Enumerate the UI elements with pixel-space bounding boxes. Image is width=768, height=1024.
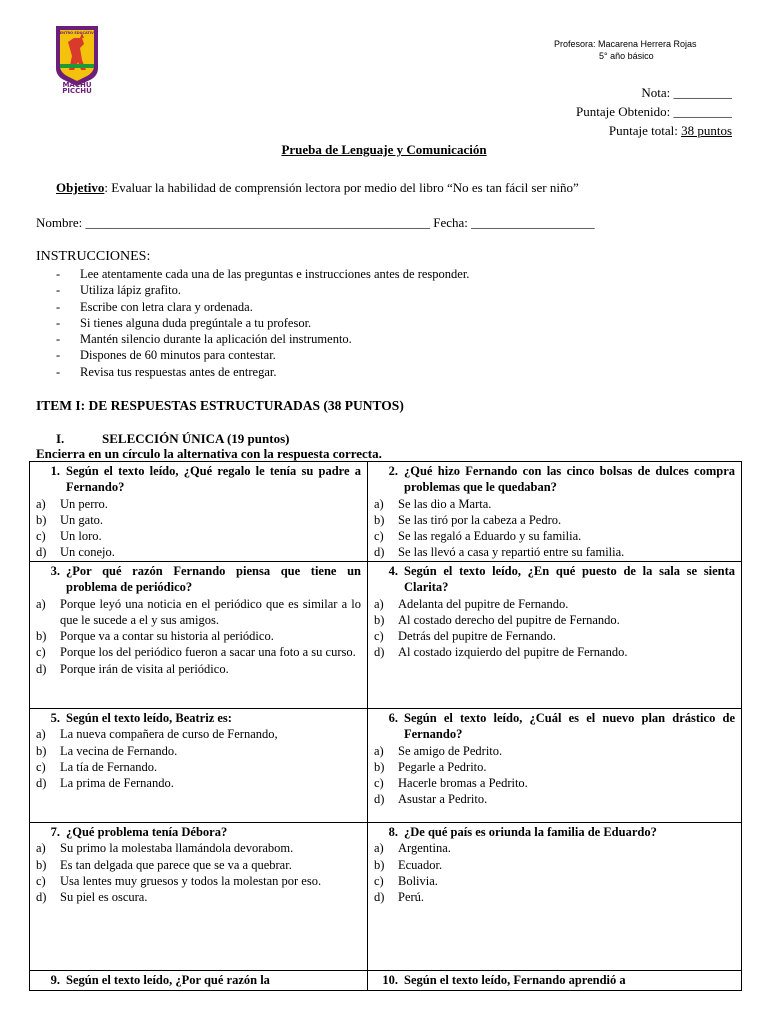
question-block	[374, 710, 735, 808]
answer-option[interactable]	[36, 840, 361, 856]
option-letter: d)	[374, 792, 385, 807]
question-text: Según el texto leído, ¿Cuál es el nuevo plan drástico de Fernando?	[404, 711, 735, 742]
option-letter: a)	[374, 743, 384, 758]
option-letter: c)	[36, 529, 46, 544]
option-text: Ecuador.	[398, 857, 443, 872]
svg-text:CENTRO EDUCATIVO: CENTRO EDUCATIVO	[57, 31, 97, 35]
question-cell	[368, 709, 742, 823]
option-letter: b)	[36, 743, 47, 758]
option-text: Un conejo.	[60, 545, 115, 560]
option-letter: c)	[374, 873, 384, 888]
answer-option[interactable]	[36, 628, 361, 644]
answer-option[interactable]	[374, 791, 735, 807]
option-text: Al costado derecho del pupitre de Fernando.	[398, 612, 620, 627]
name-label: Nombre:	[36, 215, 83, 230]
objective	[56, 180, 579, 196]
item-heading: ITEM I: DE RESPUESTAS ESTRUCTURADAS (38 PUNTOS)	[36, 398, 404, 413]
instruction-item	[56, 315, 469, 331]
question-prompt	[374, 463, 735, 496]
teacher-name: Profesora: Macarena Herrera Rojas	[554, 39, 697, 49]
answer-option[interactable]	[374, 873, 735, 889]
test-title: Prueba de Lenguaje y Comunicación	[281, 142, 487, 157]
answer-option[interactable]	[36, 544, 361, 560]
question-text: Según el texto leído, ¿Por qué razón la	[66, 973, 270, 987]
option-letter: a)	[36, 496, 46, 511]
instructions-heading-text: INSTRUCCIONES	[36, 249, 147, 264]
date-blank: ___________________	[471, 215, 595, 230]
option-letter: a)	[36, 841, 46, 856]
grade-level: 5° año básico	[599, 51, 654, 61]
option-text: Porque irán de visita al periódico.	[60, 661, 229, 676]
option-text: Se amigo de Pedrito.	[398, 743, 503, 758]
question-prompt	[374, 972, 735, 988]
question-row	[30, 562, 742, 709]
grade-blank: _________	[673, 85, 732, 100]
answer-option[interactable]	[374, 596, 735, 612]
option-text: Se las tiró por la cabeza a Pedro.	[398, 512, 562, 527]
bullet-dash: -	[56, 348, 61, 363]
instruction-item	[56, 282, 469, 298]
svg-text:PICCHU: PICCHU	[62, 87, 92, 94]
instruction-item	[56, 299, 469, 315]
option-letter: d)	[374, 645, 385, 660]
date-label: Fecha:	[433, 215, 468, 230]
answer-option[interactable]	[36, 596, 361, 629]
question-prompt	[36, 972, 361, 988]
answer-option[interactable]	[374, 857, 735, 873]
question-number: 10.	[382, 973, 398, 987]
option-text: Se las dio a Marta.	[398, 496, 492, 511]
option-text: Porque los del periódico fueron a sacar una foto a su curso.	[60, 645, 356, 660]
question-number: 9.	[50, 973, 60, 987]
question-prompt	[374, 563, 735, 596]
answer-option[interactable]	[374, 496, 735, 512]
question-block	[36, 972, 361, 988]
option-letter: b)	[374, 759, 385, 774]
instruction-item	[56, 347, 469, 363]
answer-option[interactable]	[374, 512, 735, 528]
question-prompt	[374, 710, 735, 743]
question-text: Según el texto leído, ¿En qué puesto de la sala se sienta Clarita?	[404, 564, 735, 595]
option-text: La vecina de Fernando.	[60, 743, 178, 758]
question-text: ¿Por qué razón Fernando piensa que tiene un problema de periódico?	[66, 564, 361, 595]
answer-option[interactable]	[36, 775, 361, 791]
option-text: Detrás del pupitre de Fernando.	[398, 629, 556, 644]
question-block	[36, 463, 361, 561]
score-obtained-row	[576, 104, 732, 120]
answer-option[interactable]	[36, 873, 361, 889]
answer-option[interactable]	[374, 528, 735, 544]
option-letter: a)	[36, 596, 46, 611]
question-number: 7.	[50, 825, 60, 839]
grade-label: Nota:	[641, 85, 671, 100]
option-text: Un perro.	[60, 496, 108, 511]
objective-text: : Evaluar la habilidad de comprensión lectora por medio del libro “No es tan fácil ser niño”	[104, 180, 579, 195]
question-number: 2.	[388, 464, 398, 478]
total-score-value: 38 puntos	[681, 123, 732, 138]
option-text: Usa lentes muy gruesos y todos la molestan por eso.	[60, 873, 322, 888]
option-letter: a)	[374, 841, 384, 856]
answer-option[interactable]	[374, 775, 735, 791]
question-number: 4.	[388, 564, 398, 578]
option-text: Bolivia.	[398, 873, 438, 888]
answer-option[interactable]	[36, 759, 361, 775]
question-number: 5.	[50, 711, 60, 725]
option-text: La tía de Fernando.	[60, 759, 158, 774]
option-letter: c)	[374, 529, 384, 544]
score-obtained-label: Puntaje Obtenido:	[576, 104, 671, 119]
name-blank: _____________________________________________________	[85, 215, 430, 230]
answer-option[interactable]	[36, 889, 361, 905]
question-block	[374, 972, 735, 988]
answer-option[interactable]	[36, 743, 361, 759]
instruction-text: Utiliza lápiz grafito.	[80, 283, 182, 298]
option-text: Al costado izquierdo del pupitre de Fernando.	[398, 645, 628, 660]
total-score-label: Puntaje total:	[608, 123, 678, 138]
option-text: Pegarle a Pedrito.	[398, 759, 487, 774]
bullet-dash: -	[56, 332, 61, 347]
option-letter: d)	[36, 776, 47, 791]
question-cell	[368, 971, 742, 991]
option-letter: a)	[36, 727, 46, 742]
question-row	[30, 971, 742, 991]
instructions-colon: :	[146, 249, 151, 264]
answer-option[interactable]	[36, 528, 361, 544]
answer-option[interactable]	[374, 889, 735, 905]
option-text: Adelanta del pupitre de Fernando.	[398, 596, 569, 611]
question-block	[36, 824, 361, 905]
option-letter: c)	[374, 629, 384, 644]
instruction-text: Escribe con letra clara y ordenada.	[80, 299, 253, 314]
question-number: 3.	[50, 564, 60, 578]
section-number: I.	[56, 431, 65, 446]
answer-option[interactable]	[36, 726, 361, 742]
bullet-dash: -	[56, 364, 61, 379]
option-letter: b)	[374, 512, 385, 527]
option-text: Argentina.	[398, 841, 451, 856]
question-number: 1.	[50, 464, 60, 478]
question-prompt	[36, 710, 361, 726]
option-letter: b)	[374, 612, 385, 627]
option-letter: c)	[36, 759, 46, 774]
option-letter: b)	[36, 629, 47, 644]
section-heading	[56, 431, 289, 447]
option-text: Es tan delgada que parece que se va a quebrar.	[60, 857, 292, 872]
question-block	[36, 563, 361, 677]
school-logo	[54, 24, 100, 94]
question-prompt	[36, 563, 361, 596]
option-text: Un gato.	[60, 512, 104, 527]
question-prompt	[36, 463, 361, 496]
option-text: Hacerle bromas a Pedrito.	[398, 776, 528, 791]
question-cell	[30, 823, 368, 971]
instruction-item	[56, 364, 469, 380]
school-crest-icon	[54, 24, 100, 94]
option-text: La nueva compañera de curso de Fernando,	[60, 727, 278, 742]
objective-label: Objetivo	[56, 180, 105, 195]
question-text: ¿Qué hizo Fernando con las cinco bolsas de dulces compra problemas que le quedaban?	[404, 464, 735, 495]
option-letter: b)	[36, 512, 47, 527]
section-title: SELECCIÓN ÚNICA (19 puntos)	[102, 431, 290, 446]
answer-option[interactable]	[36, 644, 361, 660]
question-cell	[30, 562, 368, 709]
section-instruction: Encierra en un círculo la alternativa con la respuesta correcta.	[36, 446, 382, 461]
option-letter: d)	[374, 890, 385, 905]
option-text: Porque leyó una noticia en el periódico que es similar a lo que le sucede a el y sus amigos.	[60, 596, 361, 627]
question-text: ¿Qué problema tenía Débora?	[66, 825, 228, 839]
question-block	[374, 824, 735, 905]
question-block	[374, 463, 735, 561]
question-row	[30, 823, 742, 971]
bullet-dash: -	[56, 315, 61, 330]
option-text: Su primo la molestaba llamándola devorabom.	[60, 841, 294, 856]
bullet-dash: -	[56, 299, 61, 314]
bullet-dash: -	[56, 283, 61, 298]
answer-option[interactable]	[374, 544, 735, 560]
svg-text:MACHU: MACHU	[62, 81, 92, 89]
option-letter: d)	[36, 661, 47, 676]
option-text: La prima de Fernando.	[60, 776, 174, 791]
question-text: Según el texto leído, Beatriz es:	[66, 711, 232, 725]
answer-option[interactable]	[374, 759, 735, 775]
questions-table	[29, 461, 742, 991]
option-text: Asustar a Pedrito.	[398, 792, 488, 807]
instruction-item	[56, 266, 469, 282]
instructions-heading	[36, 249, 150, 265]
question-cell	[30, 709, 368, 823]
question-text: ¿De qué país es oriunda la familia de Eduardo?	[404, 825, 657, 839]
question-cell	[368, 462, 742, 562]
question-block	[374, 563, 735, 661]
answer-option[interactable]	[374, 644, 735, 660]
instruction-text: Si tienes alguna duda pregúntale a tu profesor.	[80, 315, 312, 330]
question-block	[36, 710, 361, 791]
option-text: Un loro.	[60, 529, 102, 544]
question-row	[30, 709, 742, 823]
question-cell	[368, 823, 742, 971]
total-score-row	[609, 123, 732, 139]
option-text: Su piel es oscura.	[60, 890, 148, 905]
question-cell	[30, 462, 368, 562]
question-text: Según el texto leído, Fernando aprendió a	[404, 973, 626, 987]
instruction-text: Revisa tus respuestas antes de entregar.	[80, 364, 277, 379]
answer-option[interactable]	[374, 840, 735, 856]
question-cell	[368, 562, 742, 709]
instruction-text: Dispones de 60 minutos para contestar.	[80, 348, 276, 363]
answer-option[interactable]	[374, 612, 735, 628]
question-number: 6.	[388, 711, 398, 725]
option-letter: b)	[374, 857, 385, 872]
option-letter: c)	[374, 776, 384, 791]
option-text: Se las llevó a casa y repartió entre su familia.	[398, 545, 625, 560]
answer-option[interactable]	[374, 743, 735, 759]
option-text: Perú.	[398, 890, 425, 905]
question-prompt	[36, 824, 361, 840]
question-prompt	[374, 824, 735, 840]
instruction-text: Lee atentamente cada una de las preguntas e instrucciones antes de responder.	[80, 267, 470, 281]
answer-option[interactable]	[374, 628, 735, 644]
instruction-item	[56, 331, 469, 347]
option-letter: d)	[374, 545, 385, 560]
bullet-dash: -	[56, 267, 61, 281]
option-letter: c)	[36, 645, 46, 660]
option-text: Se las regaló a Eduardo y su familia.	[398, 529, 582, 544]
name-date-line	[36, 215, 595, 231]
option-letter: c)	[36, 873, 46, 888]
instruction-text: Mantén silencio durante la aplicación del instrumento.	[80, 332, 352, 347]
option-letter: d)	[36, 545, 47, 560]
question-text: Según el texto leído, ¿Qué regalo le tenía su padre a Fernando?	[66, 464, 361, 495]
answer-option[interactable]	[36, 661, 361, 677]
grade-row	[641, 85, 732, 101]
answer-option[interactable]	[36, 496, 361, 512]
option-letter: a)	[374, 496, 384, 511]
answer-option[interactable]	[36, 857, 361, 873]
score-obtained-blank: _________	[673, 104, 732, 119]
option-letter: d)	[36, 890, 47, 905]
option-text: Porque va a contar su historia al periódico.	[60, 629, 274, 644]
answer-option[interactable]	[36, 512, 361, 528]
question-cell	[30, 971, 368, 991]
question-row	[30, 462, 742, 562]
option-letter: b)	[36, 857, 47, 872]
question-number: 8.	[388, 825, 398, 839]
instructions-list	[56, 266, 469, 380]
option-letter: a)	[374, 596, 384, 611]
